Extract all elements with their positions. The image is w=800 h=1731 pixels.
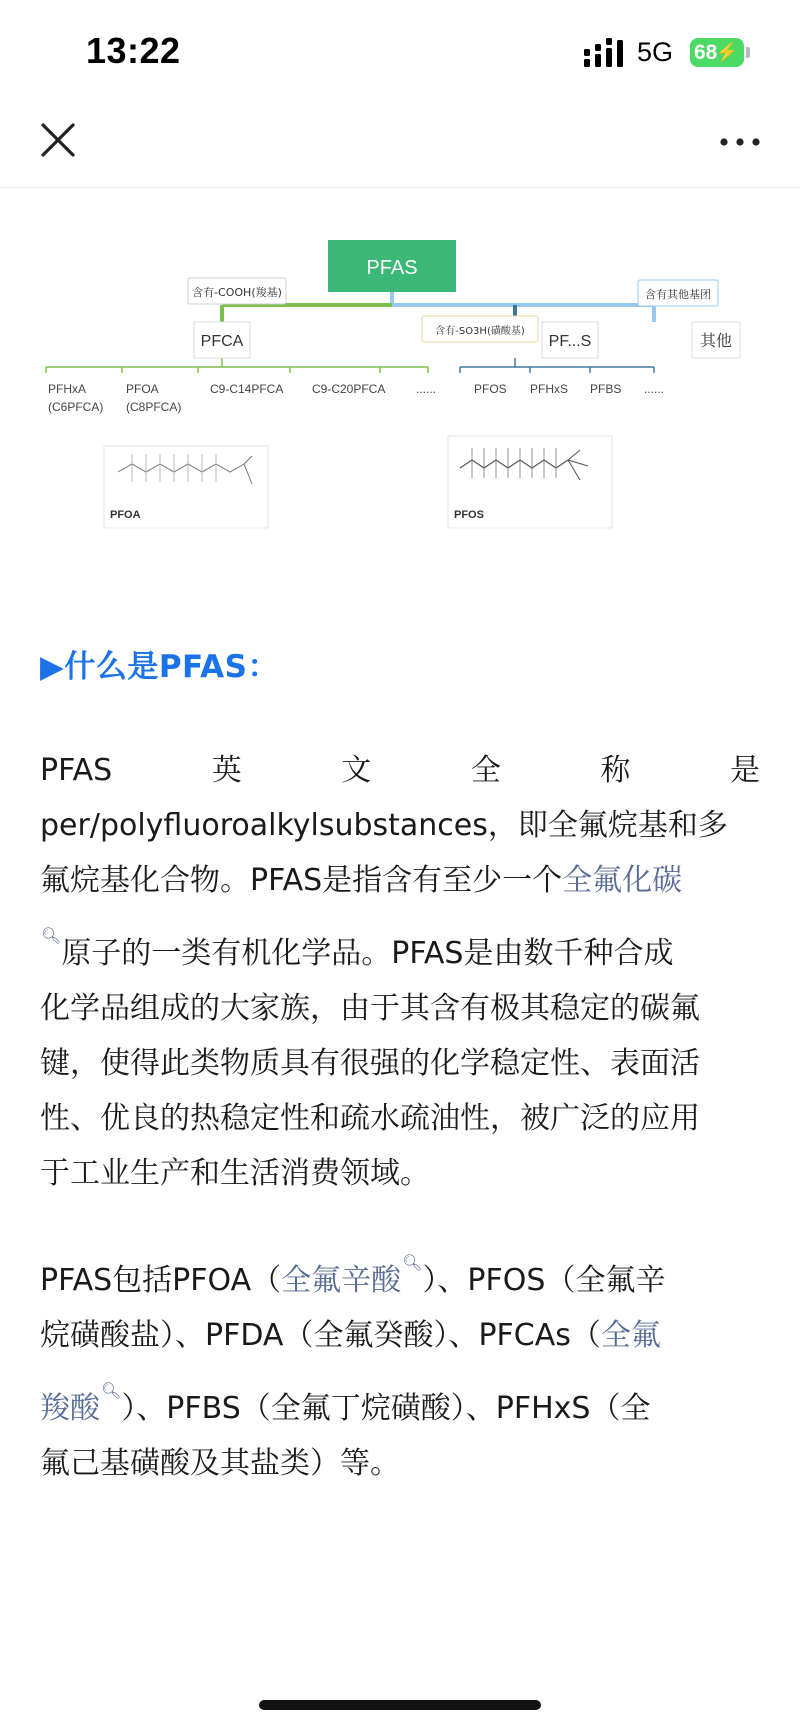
signal-strength-icon (584, 38, 626, 68)
paragraph-text: 原子的一类有机化学品。PFAS是由数千种合成 (61, 936, 674, 971)
paragraph-word: PFAS (40, 753, 113, 788)
pfca-child-sublabel: (C6PFCA) (48, 400, 104, 414)
pfca-child-label: C9-C20PFCA (312, 382, 386, 396)
pfca-child-label: PFHxA (48, 382, 87, 396)
pfca-child-label: ...... (416, 382, 437, 396)
home-indicator[interactable] (259, 1700, 541, 1710)
perfluorocarbon-link[interactable]: 全氟化碳 (562, 863, 683, 898)
search-icon[interactable]: 🔍︎ (402, 1253, 423, 1272)
pfoa-link[interactable]: 全氟辛酸 (281, 1263, 402, 1298)
pfca-child-label: C9-C14PFCA (210, 382, 284, 396)
paragraph-line (40, 1308, 760, 1363)
paragraph-line (40, 1363, 760, 1436)
pfca-child-label: PFOA (126, 382, 159, 396)
other-node-label: 其他 (699, 331, 733, 350)
so3h-branch-label: 含有-SO3H(磺酸基) (435, 326, 525, 337)
status-bar (0, 0, 800, 100)
paragraph-word: 是 (729, 753, 760, 788)
pfoa-structure-image (104, 446, 268, 528)
paragraph-line: 性、优良的热稳定性和疏水疏油性，被广泛的应用 (40, 1101, 700, 1136)
paragraph-line (40, 1235, 760, 1308)
pfos-structure-label: PFOS (454, 509, 484, 521)
paragraph-pfas-members (40, 1235, 760, 1491)
pfsa-child-label: PFOS (474, 382, 507, 396)
close-icon[interactable] (38, 120, 78, 160)
pfca-child-sublabel: (C8PFCA) (126, 400, 182, 414)
pfsa-child-label: ...... (644, 382, 665, 396)
pfoa-structure-label: PFOA (110, 509, 141, 521)
root-node-label: PFAS (366, 257, 418, 279)
search-icon[interactable]: 🔍︎ (101, 1381, 122, 1400)
paragraph-line: per/polyfluoroalkylsubstances，即全氟烷基和多 (40, 808, 728, 843)
paragraph-text: ）、PFBS（全氟丁烷磺酸）、PFHxS（全 (121, 1391, 651, 1426)
pfsa-node-label: PF...S (548, 333, 592, 350)
paragraph-line (40, 743, 760, 798)
pfca-link[interactable]: 全氟 (600, 1318, 661, 1353)
paragraph-line (40, 853, 760, 908)
status-time: 13:22 (86, 30, 181, 71)
pfca-link[interactable]: 羧酸 (40, 1391, 100, 1426)
paragraph-line: 于工业生产和生活消费领域。 (40, 1156, 430, 1191)
search-icon[interactable]: 🔍︎ (41, 926, 62, 945)
paragraph-line: 键，使得此类物质具有很强的化学稳定性、表面活 (40, 1046, 700, 1081)
battery-icon (690, 38, 744, 67)
paragraph-pfas-definition (40, 743, 760, 1201)
paragraph-line: 化学品组成的大家族，由于其含有极其稳定的碳氟 (40, 991, 700, 1026)
paragraph-word: 英 (211, 753, 242, 788)
paragraph-word: 称 (600, 753, 631, 788)
pfsa-child-label: PFBS (590, 382, 622, 396)
paragraph-word: 全 (470, 753, 501, 788)
charging-bolt-icon: ⚡ (715, 42, 738, 62)
section-heading: ▶什么是PFAS： (40, 649, 279, 685)
paragraph-text: 烷磺酸盐）、PFDA（全氟癸酸）、PFCAs（ (40, 1318, 601, 1353)
nav-bar (0, 100, 800, 188)
battery-tip (746, 47, 750, 58)
pfas-classification-diagram (40, 240, 760, 580)
paragraph-text: 氟烷基化合物。PFAS是指含有至少一个 (40, 863, 563, 898)
paragraph-text: PFAS包括PFOA（ (40, 1263, 282, 1298)
battery-level: 68 (694, 41, 718, 64)
pfos-structure-image (448, 436, 612, 528)
other-branch-label: 含有其他基团 (645, 288, 711, 301)
paragraph-line: 氟己基磺酸及其盐类）等。 (40, 1446, 400, 1481)
paragraph-text: ）、PFOS（全氟辛 (422, 1263, 666, 1298)
pfsa-child-label: PFHxS (530, 382, 569, 396)
pfca-node-label: PFCA (200, 333, 244, 350)
paragraph-line (40, 908, 760, 981)
paragraph-word: 文 (341, 753, 372, 788)
more-dots-icon[interactable] (718, 122, 762, 162)
network-type: 5G (637, 37, 674, 67)
cooh-branch-label: 含有-COOH(羧基) (192, 286, 282, 299)
